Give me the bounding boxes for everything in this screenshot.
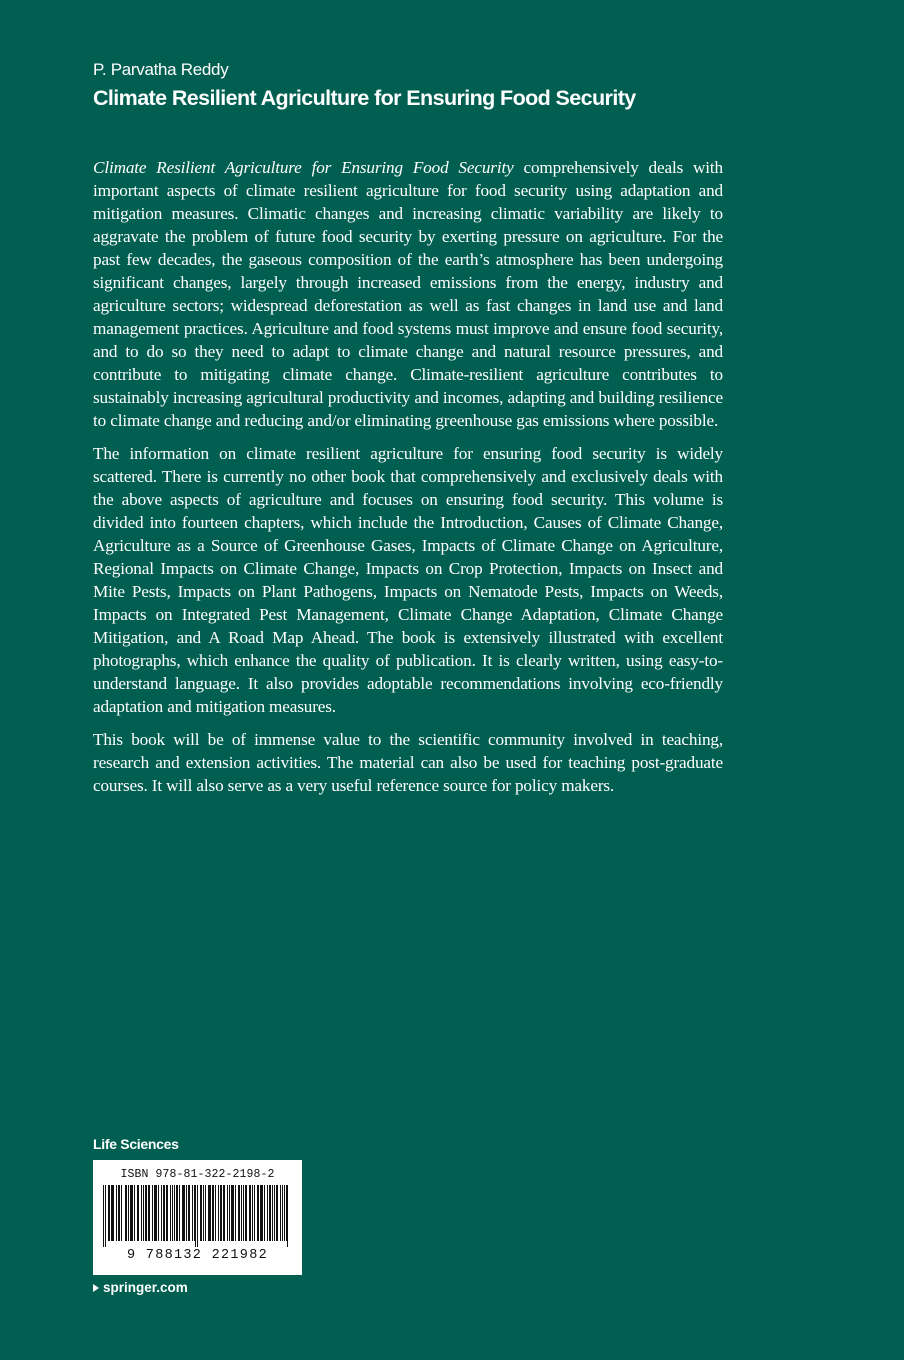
barcode-bar [177, 1185, 178, 1241]
book-description [93, 156, 723, 807]
barcode-bar [272, 1185, 273, 1241]
barcode-bar [112, 1185, 113, 1241]
barcode-bar [111, 1185, 112, 1241]
barcode-bar [174, 1185, 175, 1241]
barcode-bar [254, 1185, 255, 1241]
barcode-bar [235, 1185, 236, 1241]
barcode-bar [258, 1185, 259, 1241]
barcode-bar [164, 1185, 165, 1241]
barcode-bar [245, 1185, 246, 1241]
barcode-bar [231, 1185, 232, 1241]
barcode-bar [170, 1185, 171, 1241]
barcode-bar [269, 1185, 270, 1241]
barcode-bar [286, 1185, 287, 1241]
barcode-bar [284, 1185, 285, 1241]
barcode-bar [287, 1185, 288, 1247]
barcode-bar [229, 1185, 230, 1241]
isbn-label: ISBN 978-81-322-2198-2 [120, 1168, 275, 1181]
barcode-bar [183, 1185, 184, 1241]
barcode-bar [227, 1185, 228, 1241]
book-title: Climate Resilient Agriculture for Ensuring Food Security [93, 86, 636, 110]
barcode-bar [156, 1185, 157, 1241]
barcode-bar [126, 1185, 127, 1241]
barcode-bar [134, 1185, 135, 1241]
barcode-bar [249, 1185, 250, 1241]
barcode-bar [205, 1185, 206, 1241]
barcode-bar [137, 1185, 138, 1241]
barcode-bar [197, 1185, 198, 1247]
barcode-bar [274, 1185, 275, 1241]
barcode-bar [203, 1185, 204, 1241]
barcode-bar [277, 1185, 278, 1241]
arrow-right-icon [93, 1284, 99, 1292]
barcode-bar [267, 1185, 268, 1241]
barcode-bar [121, 1185, 122, 1241]
barcode-bar [264, 1185, 265, 1241]
barcode-bar [210, 1185, 211, 1241]
barcode-bar [154, 1185, 155, 1241]
barcode-bar [176, 1185, 177, 1241]
barcode-bar [208, 1185, 209, 1241]
barcode-bar [186, 1185, 187, 1241]
barcode-bar [166, 1185, 167, 1241]
barcode-bar [252, 1185, 253, 1241]
barcode-bar [182, 1185, 183, 1241]
isbn-barcode [93, 1160, 302, 1275]
publisher-link[interactable] [93, 1280, 188, 1295]
barcode-bar [238, 1185, 239, 1241]
barcode-bar [260, 1185, 261, 1241]
barcode-bar [209, 1185, 210, 1241]
barcode-bar [163, 1185, 164, 1241]
barcode-bar [103, 1185, 104, 1247]
barcode-bar [246, 1185, 247, 1241]
barcode-bar [138, 1185, 139, 1241]
barcode-bar [109, 1185, 110, 1241]
barcode-bar [152, 1185, 153, 1241]
barcode-bar [132, 1185, 133, 1241]
barcode-bar [239, 1185, 240, 1241]
barcode-bar [233, 1185, 234, 1241]
barcode-bar [250, 1185, 251, 1241]
barcode-bar [224, 1185, 225, 1241]
barcode-bar [184, 1185, 185, 1241]
barcode-bar [118, 1185, 119, 1241]
barcode-bar [220, 1185, 221, 1241]
description-title-italic: Climate Resilient Agriculture for Ensuring Food Security [93, 158, 514, 177]
barcode-digits: 9 788132 221982 [126, 1248, 269, 1263]
barcode-bar [158, 1185, 159, 1241]
barcode-bar [223, 1185, 224, 1241]
barcode-bar [232, 1185, 233, 1241]
barcode-bar [113, 1185, 114, 1241]
barcode-bars [103, 1185, 292, 1247]
barcode-bar [218, 1185, 219, 1241]
barcode-bar [243, 1185, 244, 1241]
barcode-bar [105, 1185, 106, 1247]
barcode-bar [131, 1185, 132, 1241]
barcode-bar [194, 1185, 195, 1241]
barcode-bar [192, 1185, 193, 1241]
description-paragraph-1-text: comprehensively deals with important aspects of climate resilient agriculture for food security using adaptation and mitigation measures. Climatic changes and increasing climatic variability are likely to aggravate the problem of future food security by exerting pressure on agriculture. For the past few decades, the gaseous composition of the earth’s atmosphere has been undergoing significant changes, largely through increased emissions from the energy, industry and agriculture sectors; widespread deforestation as well as fast changes in land use and land management practices. Agriculture and food systems must improve and ensure food security, and to do so they need to adapt to climate change and natural resource pressures, and contribute to mitigating climate change. Climate-resilient agriculture contributes to sustainably increasing agricultural productivity and incomes, adapting and building resilience to climate change and reducing and/or eliminating greenhouse gas emissions where possible. [93, 158, 724, 430]
barcode-bar [143, 1185, 144, 1241]
barcode-bar [261, 1185, 262, 1241]
barcode-bar [212, 1185, 213, 1241]
barcode-bar [149, 1185, 150, 1241]
author-name: P. Parvatha Reddy [93, 60, 229, 79]
description-paragraph-3: This book will be of immense value to the scientific community involved in teaching, research and extension activities. The material can also be used for teaching post-graduate courses. It will also serve as a very useful reference source for policy makers. [93, 730, 723, 795]
barcode-bar [241, 1185, 242, 1241]
barcode-bar [201, 1185, 202, 1241]
barcode-bar [125, 1185, 126, 1241]
barcode-bar [145, 1185, 146, 1241]
barcode-bar [116, 1185, 117, 1241]
barcode-bar [167, 1185, 168, 1241]
barcode-bar [172, 1185, 173, 1241]
barcode-bar [141, 1185, 142, 1241]
barcode-bar [195, 1185, 196, 1247]
barcode-bar [276, 1185, 277, 1241]
barcode-bar [270, 1185, 271, 1241]
barcode-bar [213, 1185, 214, 1241]
description-paragraph-2: The information on climate resilient agriculture for ensuring food security is widely scattered. There is currently no other book that comprehensively and exclusively deals with the above aspects of agriculture and focuses on ensuring food security. This volume is divided into fourteen chapters, which include the Introduction, Causes of Climate Change, Agriculture as a Source of Greenhouse Gases, Impacts of Climate Change on Agriculture, Regional Impacts on Climate Change, Impacts on Crop Protection, Impacts on Insect and Mite Pests, Impacts on Plant Pathogens, Impacts on Nematode Pests, Impacts on Weeds, Impacts on Integrated Pest Management, Climate Change Adaptation, Climate Change Mitigation, and A Road Map Ahead. The book is extensively illustrated with excellent photographs, which enhance the quality of publication. It is clearly written, using easy-to-understand language. It also provides adoptable recommendations involving eco-friendly adaptation and mitigation measures. [93, 444, 723, 716]
barcode-bar [200, 1185, 201, 1241]
publisher-website: springer.com [103, 1280, 188, 1295]
barcode-bar [188, 1185, 189, 1241]
barcode-bar [257, 1185, 258, 1241]
barcode-bar [262, 1185, 263, 1241]
barcode-bar [130, 1185, 131, 1241]
description-paragraph-1 [93, 156, 723, 432]
barcode-bar [108, 1185, 109, 1241]
barcode-bar [215, 1185, 216, 1241]
barcode-bar [189, 1185, 190, 1241]
barcode-bar [221, 1185, 222, 1241]
barcode-bar [161, 1185, 162, 1241]
barcode-bar [128, 1185, 129, 1241]
barcode-bar [155, 1185, 156, 1241]
subject-category: Life Sciences [93, 1136, 179, 1152]
barcode-bar [146, 1185, 147, 1241]
barcode-bar [148, 1185, 149, 1241]
barcode-bar [179, 1185, 180, 1241]
barcode-bar [119, 1185, 120, 1241]
barcode-bar [280, 1185, 281, 1241]
barcode-bar [282, 1185, 283, 1241]
